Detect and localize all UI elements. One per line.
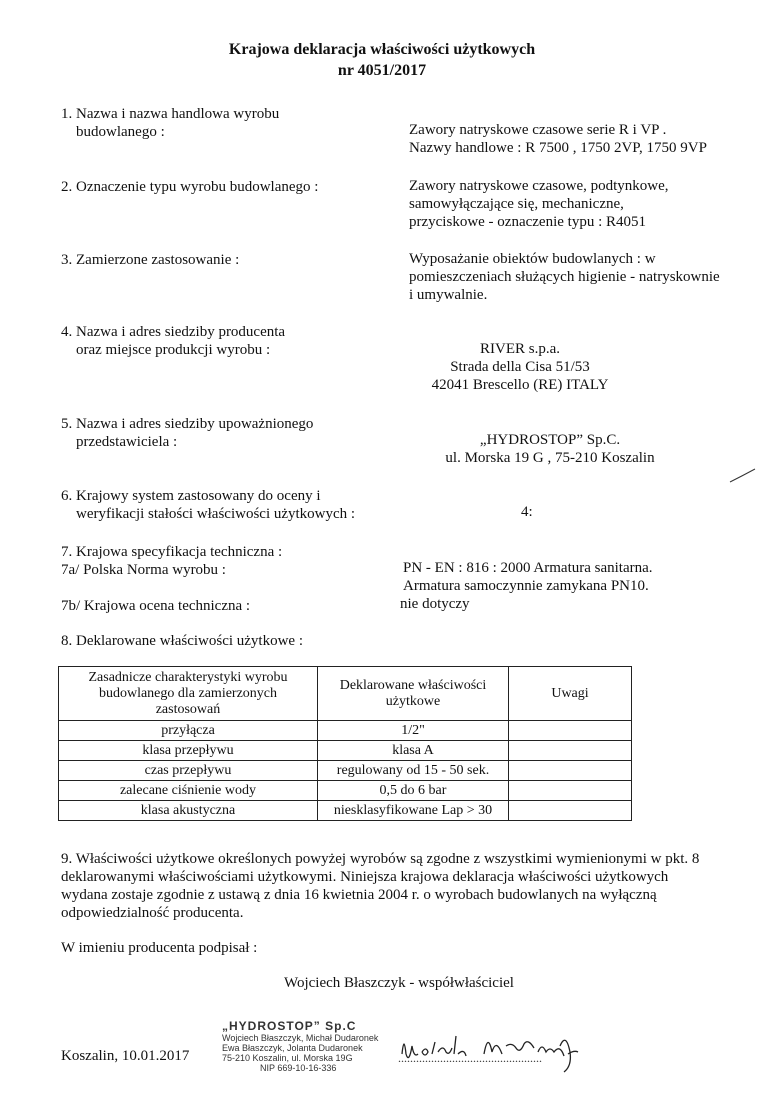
item-6-label: 6. Krajowy system zastosowany do oceny i	[61, 488, 321, 504]
item-6-value: 4:	[521, 504, 533, 520]
table-cell-remarks	[509, 741, 632, 761]
pen-mark-icon	[728, 466, 758, 486]
header-line: Zasadnicze charakterystyki wyrobu	[88, 669, 288, 685]
table-header-row	[59, 667, 632, 721]
header-line: Deklarowane właściwości	[339, 677, 487, 693]
table-row	[59, 761, 632, 781]
item-5-label-cont: przedstawiciela :	[76, 434, 178, 450]
item-7a-value-1: PN - EN : 816 : 2000 Armatura sanitarna.	[403, 560, 653, 576]
signature-dotted-line: ................................................	[398, 1051, 542, 1065]
item-5-value-1: „HYDROSTOP” Sp.C.	[479, 432, 621, 448]
handwritten-signature	[398, 1024, 608, 1074]
stamp-nip: NIP 669-10-16-336	[260, 1063, 337, 1073]
item-3-value-1: Wyposażanie obiektów budowlanych : w	[409, 251, 656, 267]
table-row	[59, 781, 632, 801]
item-4-value-3: 42041 Brescello (RE) ITALY	[431, 377, 609, 393]
item-1-value: Zawory natryskowe czasowe serie R i VP .	[409, 122, 667, 138]
table-cell-characteristic: klasa przepływu	[59, 741, 318, 761]
properties-table	[58, 666, 632, 821]
signer-name: Wojciech Błaszczyk - współwłaściciel	[284, 975, 514, 991]
item-1-label-cont: budowlanego :	[76, 124, 165, 140]
on-behalf-label: W imieniu producenta podpisał :	[61, 940, 258, 956]
item-4-value-2: Strada della Cisa 51/53	[450, 359, 590, 375]
table-cell-characteristic: czas przepływu	[59, 761, 318, 781]
item-5-label: 5. Nazwa i adres siedziby upoważnionego	[61, 416, 314, 432]
item-2-value-1: Zawory natryskowe czasowe, podtynkowe,	[409, 178, 669, 194]
item-3-value-2: pomieszczeniach służących higienie - natryskownie	[409, 269, 720, 285]
table-cell-remarks	[509, 801, 632, 821]
table-cell-remarks	[509, 781, 632, 801]
item-3-value-3: i umywalnie.	[409, 287, 488, 303]
table-row	[59, 721, 632, 741]
item-8-label: 8. Deklarowane właściwości użytkowe :	[61, 633, 304, 649]
section-9-line-4: odpowiedzialność producenta.	[61, 905, 244, 921]
table-header-characteristics	[59, 667, 318, 721]
table-cell-declared: regulowany od 15 - 50 sek.	[318, 761, 509, 781]
item-7a-value-2: Armatura samoczynnie zamykana PN10.	[403, 578, 649, 594]
item-7a-label: 7a/ Polska Norma wyrobu :	[61, 562, 226, 578]
item-7-label: 7. Krajowa specyfikacja techniczna :	[61, 544, 283, 560]
item-3-label: 3. Zamierzone zastosowanie :	[61, 252, 240, 268]
document-title: Krajowa deklaracja właściwości użytkowych	[228, 41, 536, 58]
table-cell-declared: 0,5 do 6 bar	[318, 781, 509, 801]
stamp-company-name: „HYDROSTOP” Sp.C	[222, 1019, 357, 1033]
item-4-label-cont: oraz miejsce produkcji wyrobu :	[76, 342, 271, 358]
company-stamp	[222, 1019, 378, 1073]
header-line: budowlanego dla zamierzonych	[98, 685, 278, 701]
item-1-value-cont: Nazwy handlowe : R 7500 , 1750 2VP, 1750 9VP	[409, 140, 707, 156]
document-number: nr 4051/2017	[337, 62, 427, 79]
item-1-label: 1. Nazwa i nazwa handlowa wyrobu	[61, 106, 280, 122]
item-6-label-cont: weryfikacji stałości właściwości użytkowych :	[76, 506, 356, 522]
item-4-label: 4. Nazwa i adres siedziby producenta	[61, 324, 286, 340]
table-cell-characteristic: zalecane ciśnienie wody	[59, 781, 318, 801]
item-4-value-1: RIVER s.p.a.	[480, 341, 560, 357]
stamp-owners-1: Wojciech Błaszczyk, Michał Dudaronek	[222, 1033, 379, 1043]
table-row	[59, 741, 632, 761]
table-cell-remarks	[509, 761, 632, 781]
table-header-declared	[318, 667, 509, 721]
table-row	[59, 801, 632, 821]
item-7b-value: nie dotyczy	[400, 596, 470, 612]
section-9-line-2: deklarowanymi właściwościami użytkowymi. Niniejsza krajowa deklaracja właściwości użytkowych	[61, 869, 669, 885]
item-7b-label: 7b/ Krajowa ocena techniczna :	[61, 598, 251, 614]
table-cell-characteristic: przyłącza	[59, 721, 318, 741]
item-2-label: 2. Oznaczenie typu wyrobu budowlanego :	[61, 179, 319, 195]
table-cell-declared: niesklasyfikowane Lap > 30	[318, 801, 509, 821]
item-2-value-3: przyciskowe - oznaczenie typu : R4051	[409, 214, 647, 230]
table-cell-declared: 1/2"	[318, 721, 509, 741]
stamp-address: 75-210 Koszalin, ul. Morska 19G	[222, 1053, 353, 1063]
item-5-value-2: ul. Morska 19 G , 75-210 Koszalin	[445, 450, 655, 466]
table-header-remarks: Uwagi	[509, 667, 632, 721]
section-9-line-1: 9. Właściwości użytkowe określonych powyżej wyrobów są zgodne z wszystkimi wymienionymi w pkt. 8	[61, 851, 700, 867]
header-line: zastosowań	[155, 701, 221, 717]
table-cell-remarks	[509, 721, 632, 741]
table-cell-characteristic: klasa akustyczna	[59, 801, 318, 821]
place-date: Koszalin, 10.01.2017	[61, 1048, 190, 1064]
header-line: użytkowe	[385, 693, 441, 709]
section-9-line-3: wydana zostaje zgodnie z ustawą z dnia 16 kwietnia 2004 r. o wyrobach budowlanych na wyłączną	[61, 887, 657, 903]
table-cell-declared: klasa A	[318, 741, 509, 761]
stamp-owners-2: Ewa Błaszczyk, Jolanta Dudaronek	[222, 1043, 363, 1053]
item-2-value-2: samowyłączające się, mechaniczne,	[409, 196, 624, 212]
